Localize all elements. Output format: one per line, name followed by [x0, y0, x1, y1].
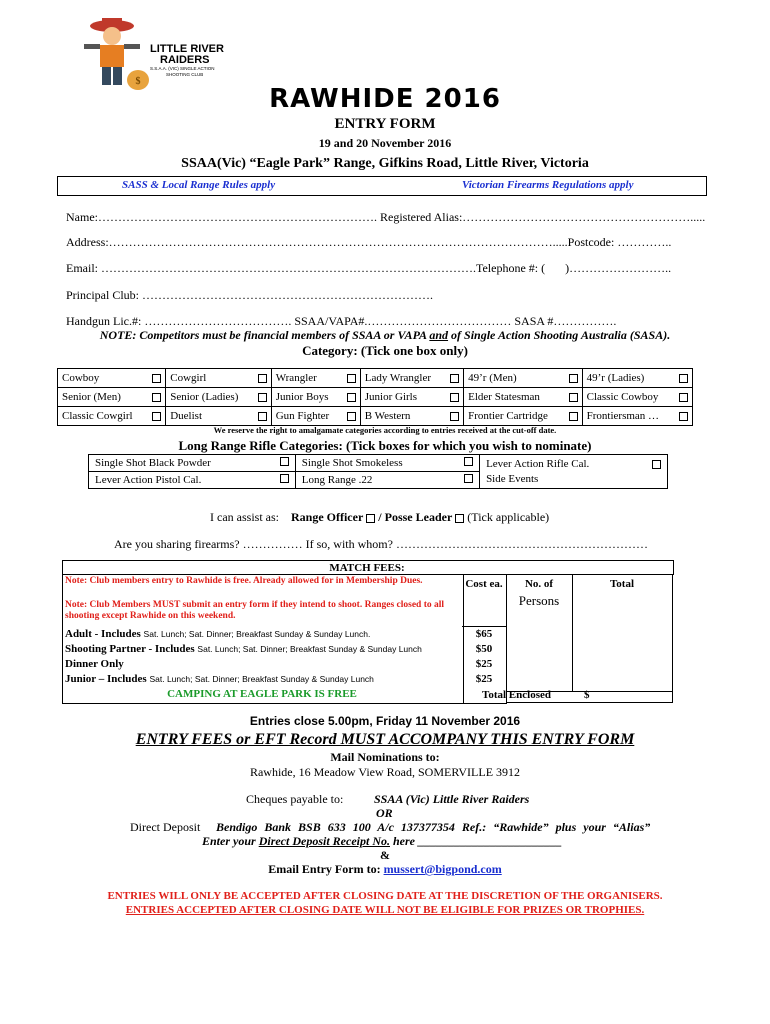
- email-telephone-field[interactable]: [66, 261, 671, 276]
- category-checkbox[interactable]: [146, 369, 166, 388]
- checkbox[interactable]: [464, 474, 473, 483]
- fee-row-partner: Shooting Partner - Includes Sat. Lunch; Sat. Dinner; Breakfast Sunday & Sunday Lunch: [65, 643, 422, 655]
- category-table: [57, 368, 693, 426]
- category-checkbox[interactable]: [673, 369, 693, 388]
- category-checkbox[interactable]: [673, 388, 693, 407]
- cost-dinner: $25: [475, 658, 493, 670]
- ampersand: &: [380, 848, 390, 862]
- lr-ss-black-powder[interactable]: Single Shot Black Powder: [89, 455, 296, 472]
- lr-ss-smokeless[interactable]: Single Shot Smokeless: [295, 455, 479, 472]
- club-logo-text: LITTLE RIVER RAIDERS S.S.A.A. (VIC) SINGLE ACTION SHOOTING CLUB: [150, 43, 224, 77]
- checkbox[interactable]: [652, 460, 661, 469]
- category-option[interactable]: Frontiersman …: [582, 407, 673, 426]
- mail-address: Rawhide, 16 Meadow View Road, SOMERVILLE 3912: [249, 765, 521, 779]
- fees-note-1: Note: Club members entry to Rawhide is free. Already allowed for in Membership Dues.: [65, 576, 423, 586]
- fee-row-junior: Junior – Includes Sat. Lunch; Sat. Dinner; Breakfast Sunday & Sunday Lunch: [65, 673, 374, 685]
- lr-long-range-22[interactable]: Long Range .22: [295, 472, 479, 489]
- sharing-firearms-field[interactable]: Are you sharing firearms? …………… If so, with whom? ………………………………………………………: [114, 537, 648, 551]
- category-option[interactable]: Junior Girls: [360, 388, 444, 407]
- category-checkbox[interactable]: [252, 369, 272, 388]
- category-checkbox[interactable]: [444, 388, 464, 407]
- principal-club-field[interactable]: Principal Club: ……………………………………………………………….: [66, 288, 433, 302]
- category-heading: Category: (Tick one box only): [302, 343, 468, 358]
- total-enclosed-field[interactable]: $: [584, 689, 590, 701]
- fee-row-adult: Adult - Includes Sat. Lunch; Sat. Dinner; Breakfast Sunday & Sunday Lunch.: [65, 628, 371, 640]
- long-range-table: [88, 454, 668, 489]
- match-fees-section: [62, 560, 672, 702]
- category-option[interactable]: B Western: [360, 407, 444, 426]
- category-checkbox[interactable]: [341, 369, 361, 388]
- cheques-payee: SSAA (Vic) Little River Raiders: [374, 792, 530, 806]
- svg-text:$: $: [135, 76, 141, 87]
- category-option[interactable]: Lady Wrangler: [360, 369, 444, 388]
- col-total: Total: [609, 578, 635, 590]
- range-officer-option[interactable]: Range Officer: [290, 510, 364, 524]
- form-subtitle: ENTRY FORM: [334, 116, 436, 132]
- reserve-note: We reserve the right to amalgamate categories according to entries received at the cut-off date.: [213, 425, 557, 435]
- category-checkbox[interactable]: [444, 407, 464, 426]
- deposit-receipt-field[interactable]: Enter your Direct Deposit Receipt No. here ________________________: [202, 834, 562, 848]
- category-option[interactable]: Gun Fighter: [271, 407, 340, 426]
- name-alias-field[interactable]: Name:……………………………………………………………. Registered Alias:………………………………………………….....: [66, 210, 706, 224]
- rules-bar: [57, 176, 707, 196]
- lr-side-events: Side Events: [486, 473, 539, 485]
- posse-leader-checkbox[interactable]: [455, 514, 464, 523]
- fees-heading: MATCH FEES:: [329, 562, 405, 574]
- category-checkbox[interactable]: [563, 369, 583, 388]
- category-checkbox[interactable]: [444, 369, 464, 388]
- fee-row-dinner: Dinner Only: [65, 658, 124, 670]
- category-option[interactable]: Cowboy: [58, 369, 147, 388]
- category-option[interactable]: Senior (Men): [58, 388, 147, 407]
- category-option[interactable]: 49’r (Men): [464, 369, 563, 388]
- category-row: [58, 369, 693, 388]
- rules-right: Victorian Firearms Regulations apply: [462, 179, 634, 191]
- category-row: [58, 407, 693, 426]
- eft-notice: ENTRY FEES or EFT Record MUST ACCOMPANY THIS ENTRY FORM: [135, 731, 635, 748]
- category-option[interactable]: Classic Cowgirl: [58, 407, 147, 426]
- late-entry-warning-2: ENTRIES ACCEPTED AFTER CLOSING DATE WILL NOT BE ELIGIBLE FOR PRIZES OR TROPHIES.: [125, 904, 645, 916]
- email-field[interactable]: Email: ………………………………………………………………………………….Telephone #: (: [66, 261, 546, 275]
- form-title: RAWHIDE 2016: [269, 84, 501, 114]
- category-option[interactable]: Duelist: [166, 407, 252, 426]
- address-postcode-field[interactable]: Address:………………………………………………………………………………………………….....Postcode: …………..: [66, 235, 672, 249]
- bank-details: Bendigo Bank BSB 633 100 A/c 137377354 Ref.: “Rawhide” plus your “Alias”: [216, 820, 651, 834]
- camping-free: CAMPING AT EAGLE PARK IS FREE: [167, 688, 357, 700]
- fees-note-2: Note: Club Members MUST submit an entry form if they intend to shoot. Ranges closed to all shooting except Rawhide on this weekend.: [65, 600, 445, 621]
- category-checkbox[interactable]: [252, 388, 272, 407]
- range-officer-checkbox[interactable]: [366, 514, 375, 523]
- category-checkbox[interactable]: [146, 407, 166, 426]
- category-option[interactable]: 49’r (Ladies): [582, 369, 673, 388]
- cost-junior: $25: [475, 673, 493, 685]
- category-option[interactable]: Senior (Ladies): [166, 388, 252, 407]
- col-cost: Cost ea.: [465, 578, 503, 590]
- late-entry-warning-1: ENTRIES WILL ONLY BE ACCEPTED AFTER CLOSING DATE AT THE DISCRETION OF THE ORGANISERS.: [107, 890, 663, 902]
- long-range-heading: Long Range Rifle Categories: (Tick boxes for which you wish to nominate): [178, 438, 592, 453]
- category-checkbox[interactable]: [341, 407, 361, 426]
- category-checkbox[interactable]: [563, 388, 583, 407]
- category-checkbox[interactable]: [341, 388, 361, 407]
- assist-row: I can assist as: Range Officer / Posse Leader (Tick applicable): [210, 510, 550, 524]
- col-no: No. of: [524, 578, 554, 590]
- event-dates: 19 and 20 November 2016: [318, 136, 452, 150]
- category-checkbox[interactable]: [673, 407, 693, 426]
- mail-heading: Mail Nominations to:: [330, 750, 440, 764]
- category-option[interactable]: Elder Statesman: [464, 388, 563, 407]
- cost-partner: $50: [475, 643, 493, 655]
- category-option[interactable]: Cowgirl: [166, 369, 252, 388]
- lr-lever-side[interactable]: [480, 455, 668, 489]
- club-mascot-logo: [82, 14, 152, 94]
- category-checkbox[interactable]: [252, 407, 272, 426]
- telephone-field[interactable]: )……………………..: [565, 261, 672, 275]
- membership-note: NOTE: Competitors must be financial members of SSAA or VAPA and of Single Action Shooting Australia (SASA).: [99, 328, 671, 342]
- category-option[interactable]: Frontier Cartridge: [464, 407, 563, 426]
- category-row: [58, 388, 693, 407]
- category-option[interactable]: Classic Cowboy: [582, 388, 673, 407]
- checkbox[interactable]: [280, 457, 289, 466]
- lr-lever-rifle: Lever Action Rifle Cal.: [486, 458, 590, 470]
- direct-deposit-label: Direct Deposit: [130, 820, 201, 834]
- event-venue: SSAA(Vic) “Eagle Park” Range, Gifkins Road, Little River, Victoria: [181, 156, 589, 171]
- category-option[interactable]: Wrangler: [271, 369, 340, 388]
- category-checkbox[interactable]: [146, 388, 166, 407]
- total-enclosed-label: Total Enclosed: [482, 689, 551, 701]
- cheques-label: Cheques payable to:: [246, 792, 344, 806]
- email-entry: Email Entry Form to: mussert@bigpond.com: [268, 862, 502, 876]
- col-persons: Persons: [518, 593, 560, 608]
- category-option[interactable]: Junior Boys: [271, 388, 340, 407]
- email-link[interactable]: mussert@bigpond.com: [383, 862, 502, 876]
- category-checkbox[interactable]: [563, 407, 583, 426]
- cost-adult: $65: [475, 628, 493, 640]
- checkbox[interactable]: [464, 457, 473, 466]
- checkbox[interactable]: [280, 474, 289, 483]
- licence-numbers-field[interactable]: Handgun Lic.#: ………………………………. SSAA/VAPA#.……………………………… SASA #…………….: [66, 314, 617, 328]
- or-label: OR: [376, 806, 393, 820]
- posse-leader-option[interactable]: Posse Leader: [384, 510, 453, 524]
- rules-left: SASS & Local Range Rules apply: [122, 179, 276, 191]
- closing-date: Entries close 5.00pm, Friday 11 November 2016: [249, 714, 521, 728]
- lr-lever-pistol[interactable]: Lever Action Pistol Cal.: [89, 472, 296, 489]
